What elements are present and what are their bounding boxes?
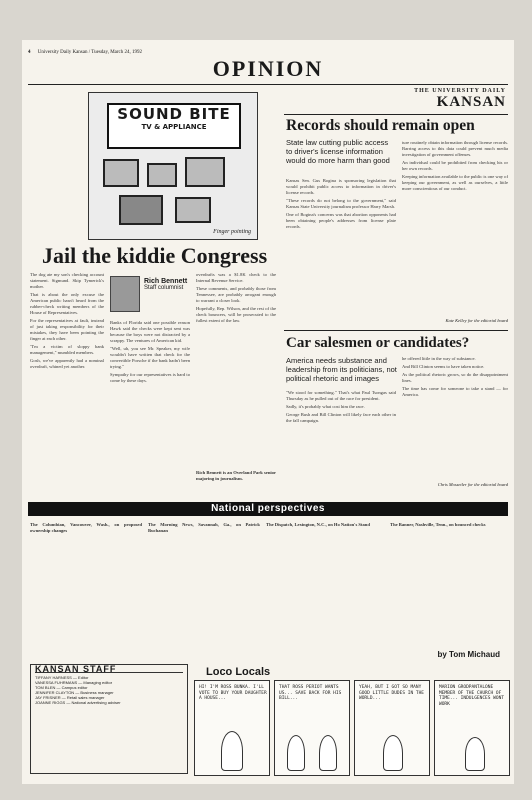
paragraph: Keeping information available to the public is one way of keeping our government, as well as ourselves, a little more conscientious of our conduct. [402,174,508,191]
columnist-byline [144,278,192,292]
tv-drawing [119,195,163,225]
snippet-source: The Dispatch, Lexington, N.C., on Ho Nation's Stand [266,522,370,527]
editorial-deck-records: State law cutting public access to driver's license information would do more harm than good [286,138,390,165]
column-text-col1 [30,272,104,496]
comic-panel [354,680,430,776]
logo-big-text: KANSAN [436,94,506,110]
comic-panel [434,680,510,776]
staff-title: KANSAN STAFF [35,667,183,673]
national-snippet: The Columbian, Vancouver, Wash., on proposed ownership changes [30,522,142,533]
character-drawing [287,735,305,771]
kansan-staff-box [30,664,188,774]
paragraph: George Bush and Bill Clinton will likely face each other in the fall campaign. [286,412,396,423]
page-number: 4 [28,50,31,55]
paragraph: Hopefully, Rep. Wilson, and the rest of the check bouncers, will be prosecuted to the fullest extent of the law. [196,306,276,323]
paragraph: Sadly, it's probably what cost him the race. [286,404,365,409]
paragraph: "I'm a victim of sloppy bank management," mumbled members. [30,344,104,355]
kansan-editorial-logo [346,88,506,111]
author-name: Rich Bennett [144,278,188,285]
paragraph: ture routinely obtain information through license records. Barring access to this data could prevent much media investigation of government offenses. [402,140,508,157]
staff-row: JOANNE RIGGS — National advertising adviser [35,700,121,705]
national-snippet [266,522,384,646]
paragraph: Banks of Florida said one possible reason Hawk said the checks were kept sent was because the boys were not distracted by a scrappy. The ventures of American kid. [110,320,190,343]
tv-drawing [147,163,177,187]
masthead-rule [28,84,508,85]
paper-info: University Daily Kansan / Tuesday, March 24, 1992 [37,50,142,55]
character-drawing [221,731,243,771]
page-header [28,50,142,55]
staff-row: TOM BLEN — Campus editor [35,685,88,690]
comic-credit: by Tom Michaud [437,650,500,659]
paragraph: As the political rhetoric grows, so do the disappointment lines. [402,372,508,383]
column-text-col2 [110,320,190,496]
sign-title: SOUND BITE [117,105,231,123]
snippet-source: The Morning News, Savannah, Ga., on Patrick Buchanan [148,522,260,533]
paragraph: The time has come for someone to take a stand — for America. [402,386,508,397]
paragraph: Kansas Sen. Gus Bogina is sponsoring legislation that would prohibit public access to information in driver's license records. [286,178,396,195]
national-snippet [148,522,260,646]
paragraph: "Well, uh, you see Mr. Speaker, my wife wouldn't have written that check for the convertible Porsche if the bank hadn't been trying." [110,346,190,369]
paragraph: An individual could be prohibited from checking his or her own records. [402,160,508,171]
paragraph: The dog ate my son's checking account statement. Sigmund. Skip Tymerick's mother. [30,272,104,289]
comic-panel [274,680,350,776]
comic-panel [194,680,270,776]
paragraph: "These records do not belong to the government," said Kansas State University journalism professor Harry Marsh. [286,198,396,209]
paragraph: he offered little in the way of substance. [402,356,476,361]
national-snippet [390,522,508,646]
author-role: Staff columnist [144,285,184,291]
column-text-col3 [196,272,276,462]
national-perspectives-banner: National perspectives [28,502,508,516]
editorial-headline-candidates: Car salesmen or candidates? [286,335,470,351]
paragraph: These comments, and probably those from Tennessee, are probably arrogant enough to warrant a closer look. [196,286,276,303]
editorial-candidates-col2 [402,356,508,476]
tv-drawing [175,197,211,223]
cartoon-sign [107,103,241,149]
speech-text: YEAH, BUT I GOT SO MANY GOOD LITTLE DUDES IN THE WORLD... [359,685,425,701]
paragraph: Gosh, we've apparently had a nominal overdraft, whined yet another. [30,358,104,369]
editorial-deck-candidates: America needs substance and leadership from its politicians, not political rhetoric and images [286,356,397,383]
snippet-source: The Banner, Nashville, Tenn., on bounced checks [390,522,486,527]
paragraph: "We stood for something." That's what Paul Tsongas said Thursday as he pulled out of the race for president. [286,390,396,401]
editorial-cartoon [88,92,258,240]
paragraph: One of Bogina's concerns was that abortion opponents had been obtaining people's addresses from license plate records. [286,212,396,229]
columnist-bio: Rich Bennett is an Overland Park senior majoring in journalism. [196,470,276,481]
cartoon-caption: Finger pointing [213,229,251,235]
paragraph: overdrafts was a $1.8K check to the Internal Revenue Service. [196,272,276,283]
editorial-records-col2 [402,140,508,316]
comic-title: Loco Locals [206,666,271,678]
editorial-records-col1 [286,178,396,316]
sign-subtitle: TV & APPLIANCE [141,123,207,131]
paragraph: That is about the only excuse the American public hasn't heard from the rubber-check writing members of the House of Representatives. [30,292,104,315]
editorial-signature-candidates: Chris Mossetler for the editorial board [437,482,508,487]
column-headline: Jail the kiddie Congress [42,243,268,268]
staff-row: TIFFANY HARNESS — Editor [35,675,89,680]
editorial-rule [284,114,508,115]
staff-row: VANESSA FUHRMANS — Managing editor [35,680,113,685]
character-drawing [319,735,337,771]
editorial-headline-records: Records should remain open [286,117,475,134]
speech-text: THAT ROSS PERIOT WANTS US... SAVE BACK FOR HIS BILL... [279,685,342,701]
section-masthead: OPINION [212,56,324,81]
staff-row: JENNIFER CLAYTON — Business manager [35,690,114,695]
speech-text: HI! I'M ROSS BUNKA. I'LL VOTE TO BUY YOUR DAUGHTER A HOUSE... [199,685,267,701]
tv-drawing [185,157,225,187]
newspaper-page [22,40,514,784]
tv-drawing [103,159,139,187]
paragraph: And Bill Clinton seems to have taken notice. [402,364,485,369]
editorial-candidates-col1 [286,390,396,494]
speech-text: MARION GRODPANTALONE MEMBER OF THE CHURCH OF TIME... INDULGENCES WONT WORK [439,685,505,707]
paragraph: Sympathy for our representatives is hard to come by these days. [110,372,190,383]
editorial-signature-records: Kate Kelley for the editorial board [445,318,508,323]
editorial-divider [284,330,508,331]
paragraph: For the representatives at fault, instead of just taking responsibility for their mistakes, they have been pointing the finger at each other. [30,318,104,341]
character-drawing [383,735,403,771]
character-drawing [465,737,485,771]
staff-row: JAY FRISNER — Retail sales manager [35,695,105,700]
logo-small-text: THE UNIVERSITY DAILY [414,88,506,94]
columnist-photo [110,276,140,312]
